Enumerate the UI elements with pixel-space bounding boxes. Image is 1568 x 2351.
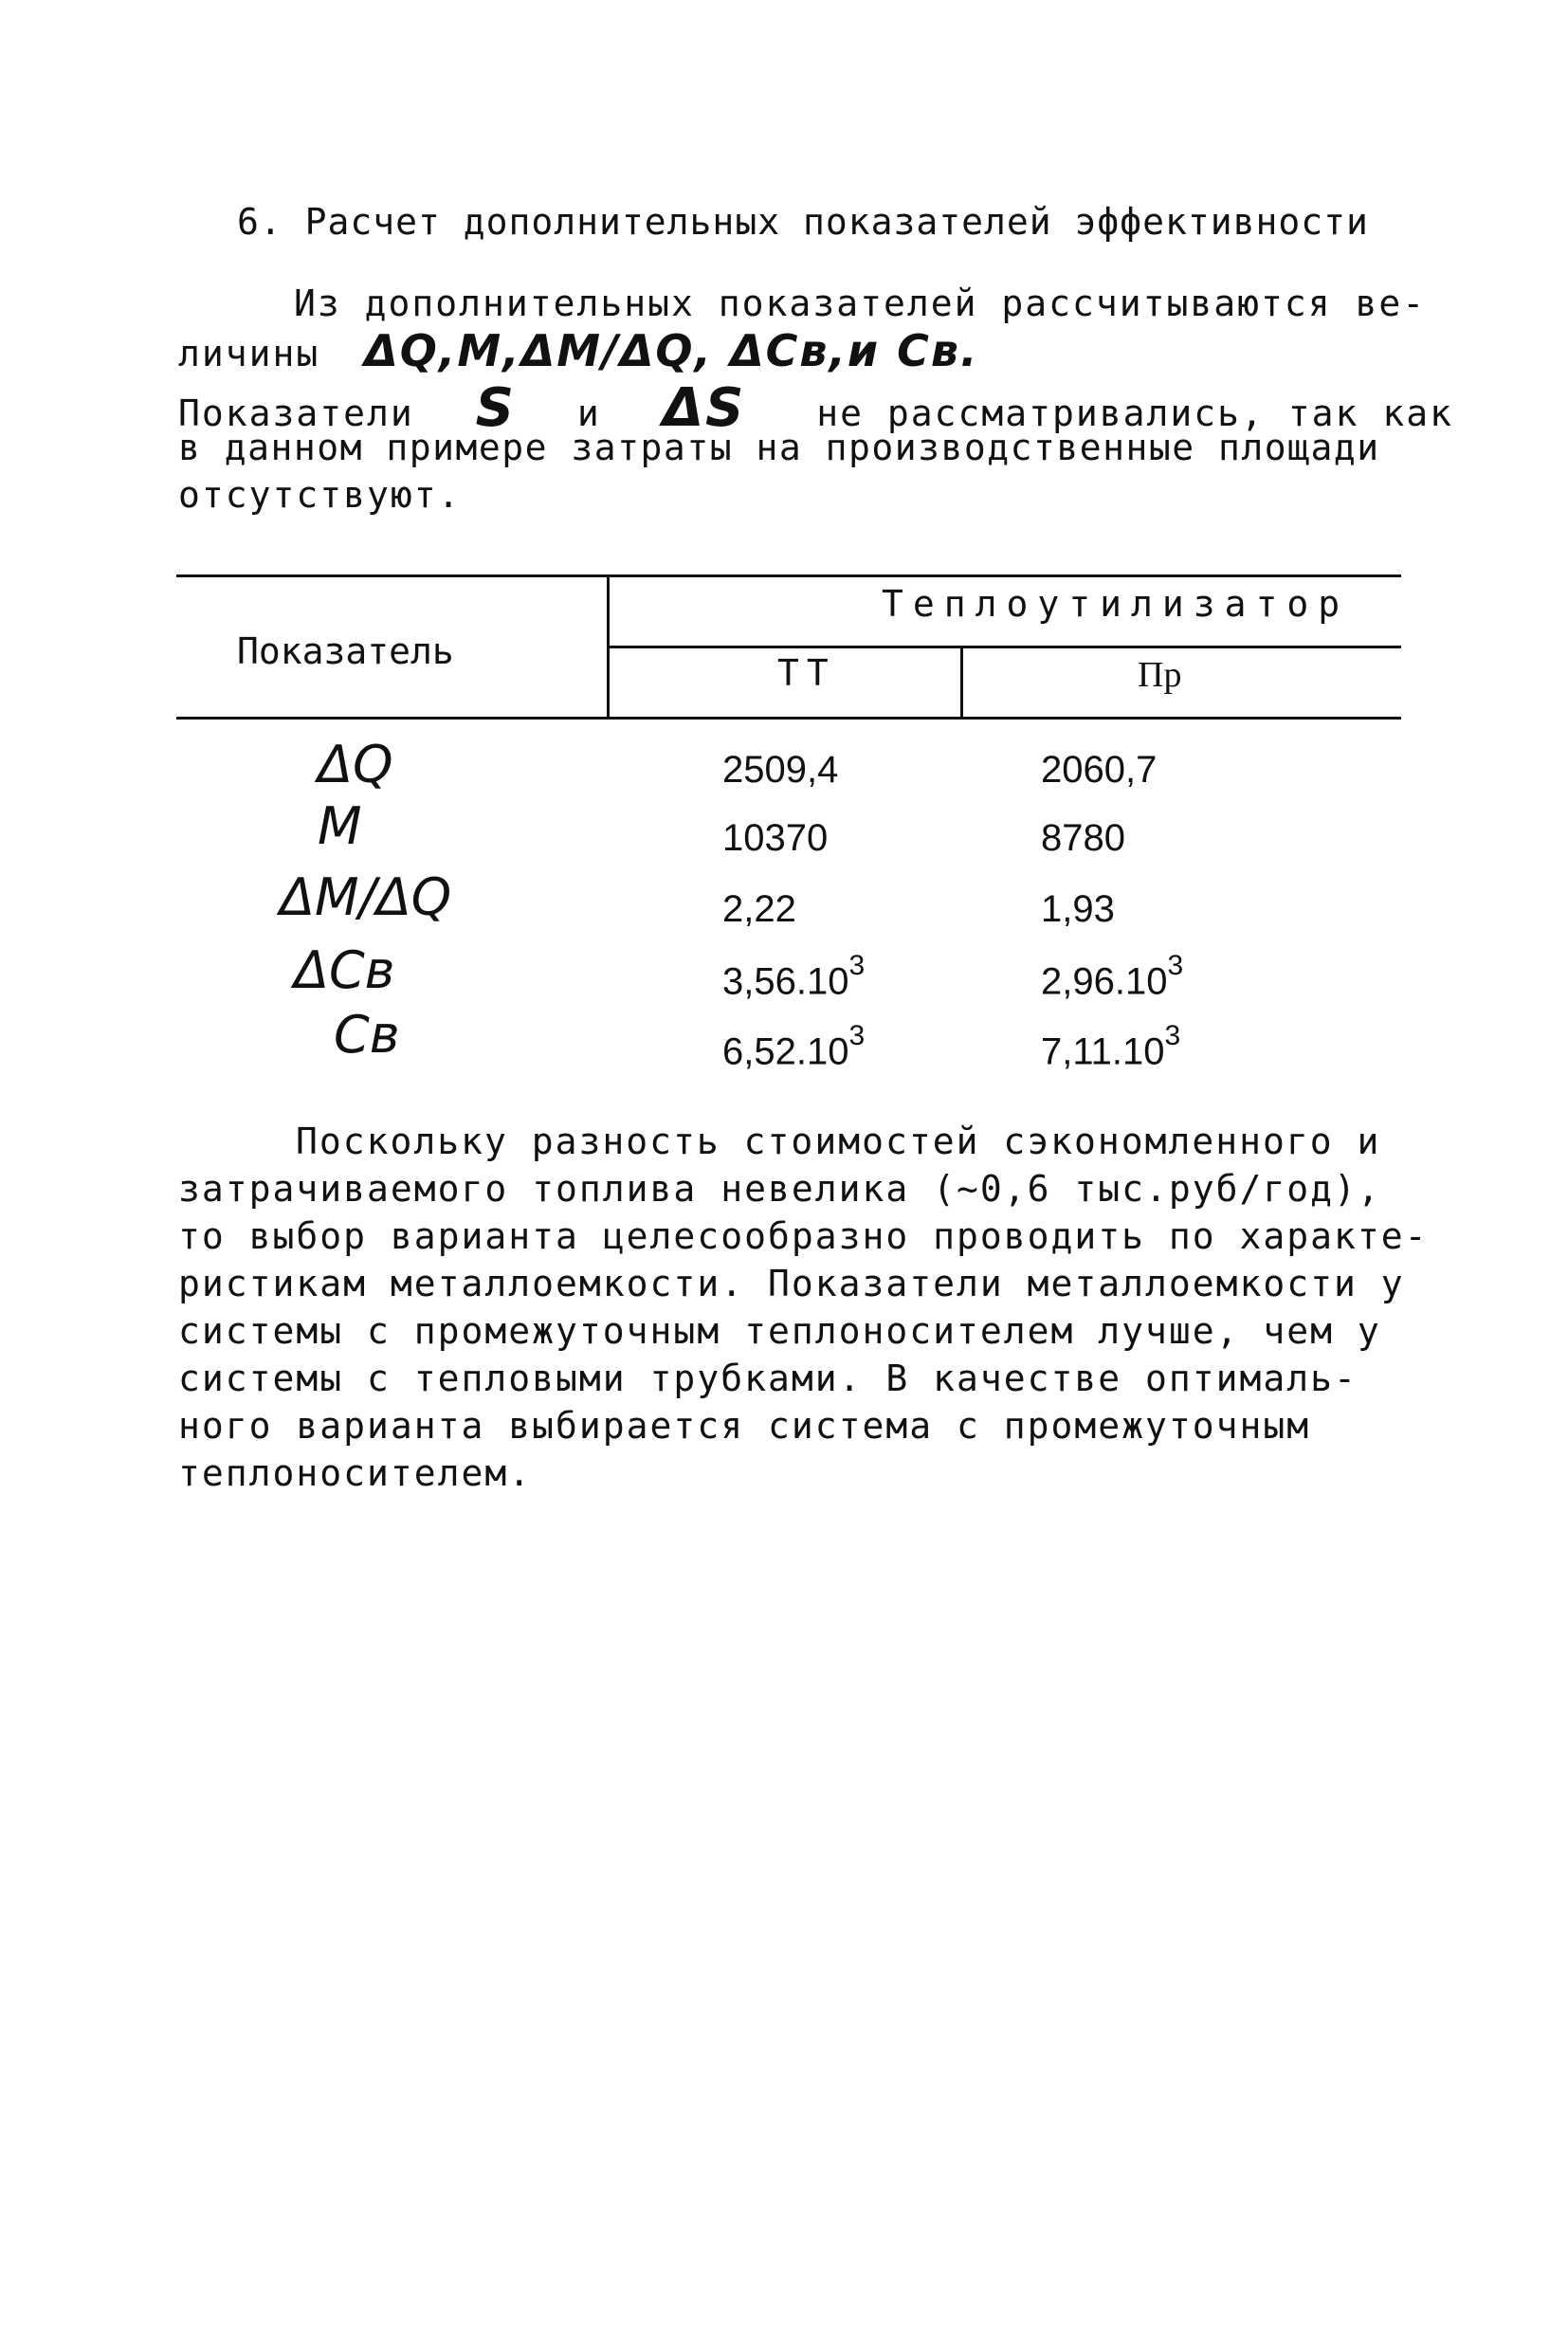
conclusion-line: теплоносителем. bbox=[178, 1452, 533, 1494]
col-header-pr: Пр bbox=[1138, 655, 1182, 695]
row-value-tt-mantissa: 6,52.10 bbox=[722, 1030, 849, 1073]
conclusion-line: ного варианта выбирается система с промежуточным bbox=[178, 1405, 1311, 1447]
symbol-delta-s-handwritten: ΔS bbox=[662, 377, 746, 439]
row-value-pr-exponent: 3 bbox=[1167, 950, 1184, 981]
row-value-pr bbox=[1041, 1020, 1181, 1073]
conclusion-line: Поскольку разность стоимостей сэкономленного и bbox=[296, 1121, 1381, 1162]
symbol-s-handwritten: S bbox=[475, 377, 517, 439]
conclusion-line: затрачиваемого топлива невелика (~0,6 тыс.руб/год), bbox=[178, 1168, 1381, 1210]
conclusion-line: то выбор варианта целесообразно проводить по характе- bbox=[178, 1215, 1429, 1257]
row-value-pr: 1,93 bbox=[1041, 888, 1115, 930]
table-vertical-rule-2 bbox=[960, 647, 963, 719]
table-group-rule bbox=[610, 646, 1401, 648]
row-value-pr: 2060,7 bbox=[1041, 749, 1158, 791]
row-value-tt bbox=[722, 1020, 866, 1073]
row-value-pr-exponent: 3 bbox=[1164, 1020, 1181, 1051]
row-symbol: Cв bbox=[334, 1005, 400, 1065]
row-symbol: ΔQ bbox=[318, 735, 393, 794]
intro-line-3-prefix: Показатели bbox=[178, 392, 414, 434]
row-value-pr-mantissa: 7,11.10 bbox=[1041, 1030, 1165, 1073]
intro-line-5: отсутствуют. bbox=[178, 474, 462, 516]
intro-line-1: Из дополнительных показателей рассчитываются ве- bbox=[294, 282, 1427, 324]
conclusion-line: системы с промежуточным теплоносителем лучше, чем у bbox=[178, 1310, 1381, 1352]
row-value-pr-mantissa: 2,96.10 bbox=[1041, 960, 1168, 1003]
row-value-tt bbox=[722, 950, 866, 1003]
row-value-tt: 2509,4 bbox=[722, 749, 839, 791]
intro-line-4: в данном примере затраты на производственные площади bbox=[178, 427, 1380, 468]
row-symbol: ΔCв bbox=[294, 940, 395, 1000]
intro-line-2-prefix: личины bbox=[178, 333, 320, 374]
intro-line-3-and: и bbox=[576, 392, 601, 434]
col-header-indicator: Показатель bbox=[237, 630, 454, 672]
row-value-tt-mantissa: 3,56.10 bbox=[722, 960, 849, 1003]
row-value-tt: 10370 bbox=[722, 817, 829, 859]
row-value-pr: 8780 bbox=[1041, 817, 1125, 859]
col-header-group: Теплоутилизатор bbox=[882, 583, 1350, 625]
row-value-tt-exponent: 3 bbox=[848, 1020, 866, 1051]
col-header-tt: ТТ bbox=[777, 652, 836, 694]
conclusion-line: системы с тепловыми трубками. В качестве оптималь- bbox=[178, 1358, 1358, 1399]
row-value-tt-exponent: 3 bbox=[848, 950, 866, 981]
table-top-rule bbox=[176, 574, 1401, 577]
section-heading: 6. Расчет дополнительных показателей эффективности bbox=[237, 201, 1369, 243]
conclusion-line: ристикам металлоемкости. Показатели металлоемкости у bbox=[178, 1263, 1405, 1304]
table-header-bottom-rule bbox=[176, 717, 1401, 720]
formula-handwritten: ΔQ,M,ΔM/ΔQ, ΔCв,и Cв. bbox=[364, 325, 979, 376]
row-value-pr bbox=[1041, 950, 1184, 1003]
intro-line-2 bbox=[178, 325, 979, 376]
row-value-tt: 2,22 bbox=[722, 888, 796, 930]
row-symbol: ΔM/ΔQ bbox=[280, 867, 452, 927]
intro-line-3-suffix: не рассматривались, так как bbox=[816, 392, 1453, 434]
row-symbol: M bbox=[318, 796, 362, 856]
